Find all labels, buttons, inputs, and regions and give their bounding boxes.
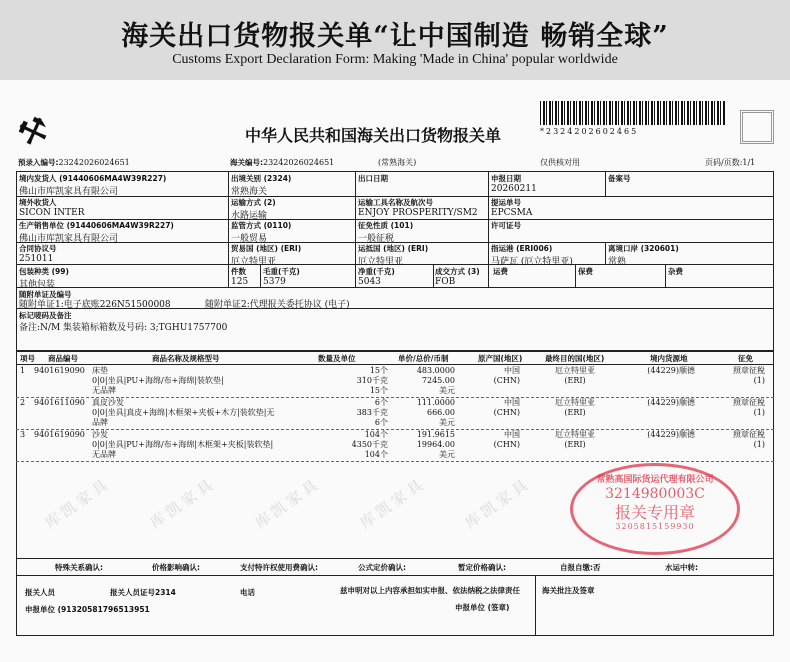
exit-customs-label: 出境关别 (2324) (231, 174, 292, 183)
levy-nature-value: 一般征税 (358, 234, 395, 244)
customs-number: 海关编号:23242026024651 (230, 158, 335, 167)
customs-annotation-label: 海关批注及签章 (542, 586, 595, 595)
watermark: 库凯家具 (146, 473, 220, 533)
source: (44229)顺德 (647, 398, 695, 407)
watermark: 库凯家具 (251, 473, 325, 533)
page-count: 页码/页数:1/1 (705, 158, 756, 167)
barcode (540, 101, 725, 125)
col-levy: 征免 (738, 354, 753, 363)
self-pay: 自报自缴:否 (560, 563, 601, 572)
freight-label: 运费 (493, 267, 508, 276)
quantity-3: 6个 (374, 418, 388, 427)
levy-code: (1) (753, 440, 765, 449)
item-spec: 0|0|坐具|PU+海绵/布+海绵|装软垫| (92, 376, 224, 385)
item-name: 床垫 (92, 366, 108, 375)
item-spec: 0|0|坐具|PU+海绵/布+海绵|木框架+夹板|装软垫| (92, 440, 274, 449)
water-transfer: 水运中转: (665, 563, 698, 572)
total-price: 19964.00 (416, 440, 455, 449)
form-title: 中华人民共和国海关出口货物报关单 (245, 126, 502, 145)
formula-price-confirm: 公式定价确认: (358, 563, 406, 572)
consignee-label: 境外收货人 (19, 198, 57, 207)
destination: 厄立特里亚 (555, 398, 595, 407)
producer-label: 生产销售单位 (91440606MA4W39R227) (19, 221, 174, 230)
consignee-value: SICON INTER (19, 208, 85, 218)
total-price: 7245.00 (421, 376, 455, 385)
declarant-label: 报关人员 (25, 588, 55, 597)
quantity-1: 104个 (364, 430, 388, 439)
contract-value: 251011 (19, 254, 54, 264)
source: (44229)顺德 (647, 366, 695, 375)
source: (44229)顺德 (647, 430, 695, 439)
quantity-2: 383千克 (356, 408, 388, 417)
col-price: 单价/总价/币制 (398, 354, 449, 363)
exit-port-label: 离境口岸 (320601) (608, 244, 679, 253)
vessel-label: 运输工具名称及航次号 (358, 198, 433, 207)
item-name: 沙发 (92, 430, 108, 439)
origin-code: (CHN) (493, 408, 520, 417)
col-name-spec: 商品名称及规格型号 (152, 354, 220, 363)
document-1: 随附单证1:电子底账226N51500008 (19, 300, 171, 310)
origin: 中国 (504, 366, 520, 375)
levy-nature-label: 征免性质 (101) (358, 221, 414, 230)
package-label: 包装种类 (99) (19, 267, 69, 276)
quantity-1: 6个 (374, 398, 388, 407)
stamp-code: 3214980003C (605, 486, 705, 502)
levy: 照章征税 (733, 430, 765, 439)
declare-date-label: 申报日期 (491, 174, 521, 183)
origin-code: (CHN) (493, 376, 520, 385)
item-spec-2: 品牌 (92, 418, 108, 427)
watermark: 库凯家具 (461, 473, 535, 533)
levy-code: (1) (753, 376, 765, 385)
origin-code: (CHN) (493, 440, 520, 449)
watermark: 库凯家具 (41, 473, 115, 533)
qr-code (740, 110, 774, 144)
exit-port-value: 常熟 (608, 257, 627, 267)
stamp-company: 常熟高国际货运代理有限公司 (596, 475, 714, 485)
declare-date-value: 20260211 (491, 184, 537, 194)
preentry-number: 预录入编号:23242026024651 (18, 158, 130, 167)
pledge-text: 兹申明对以上内容承担如实申报、依法纳税之法律责任 (340, 586, 520, 595)
destination-code: (ERI) (564, 440, 586, 449)
insurance-label: 保费 (578, 267, 593, 276)
customs-emblem-icon: ⚒ (12, 107, 55, 157)
total-price: 666.00 (427, 408, 455, 417)
port-value: 马萨瓦 (厄立特里亚) (491, 257, 573, 267)
quantity-1: 15个 (369, 366, 388, 375)
item-spec-2: 无品牌 (92, 386, 116, 395)
item-no: 2 (20, 398, 26, 407)
bill-of-lading-label: 提运单号 (491, 198, 521, 207)
destination-country-value: 厄立特里亚 (358, 257, 404, 267)
trade-country-label: 贸易国 (地区) (ERI) (231, 244, 302, 253)
signature-label: 申报单位 (签章) (455, 603, 510, 612)
provisional-price-confirm: 暂定价格确认: (458, 563, 506, 572)
banner-title: 海关出口货物报关单“让中国制造 畅销全球” (121, 21, 669, 52)
transport-value: 水路运输 (231, 211, 268, 221)
transport-label: 运输方式 (2) (231, 198, 276, 207)
destination: 厄立特里亚 (555, 366, 595, 375)
gross-weight-value: 5379 (263, 277, 286, 287)
banner (0, 0, 790, 80)
unit-price: 111.0000 (416, 398, 455, 407)
royalty-confirm: 支付特许权使用费确认: (240, 563, 318, 572)
destination-country-label: 运抵国 (地区) (ERI) (358, 244, 429, 253)
declarant-id: 报关人员证号2314 (110, 588, 176, 597)
col-source: 境内货源地 (650, 354, 688, 363)
supervision-label: 监管方式 (0110) (231, 221, 292, 230)
bill-of-lading-value: EPCSMA (491, 208, 533, 218)
currency: 美元 (439, 418, 455, 427)
gross-weight-label: 毛重(千克) (263, 267, 300, 276)
trade-terms-label: 成交方式 (3) (435, 267, 480, 276)
col-origin: 原产国(地区) (478, 354, 523, 363)
record-number-label: 备案号 (608, 174, 631, 183)
trade-terms-value: FOB (435, 277, 456, 287)
misc-fee-label: 杂费 (668, 267, 683, 276)
export-date-label: 出口日期 (358, 174, 388, 183)
item-spec-2: 无品牌 (92, 450, 116, 459)
pieces-label: 件数 (231, 267, 246, 276)
quantity-3: 104个 (364, 450, 388, 459)
net-weight-value: 5043 (358, 277, 381, 287)
destination: 厄立特里亚 (555, 430, 595, 439)
pieces-value: 125 (231, 277, 249, 287)
currency: 美元 (439, 386, 455, 395)
watermark: 库凯家具 (356, 473, 430, 533)
marks-label: 标记唛码及备注 (19, 311, 72, 320)
declaring-unit: 申报单位 (91320581796513951 (25, 605, 150, 614)
document-2: 随附单证2:代理报关委托协议 (电子) (205, 300, 350, 310)
levy: 照章征税 (733, 366, 765, 375)
quantity-2: 4350千克 (351, 440, 388, 449)
vessel-value: ENJOY PROSPERITY/SM2 (358, 208, 478, 218)
quantity-2: 310千克 (356, 376, 388, 385)
supervision-value: 一般贸易 (231, 234, 268, 244)
origin: 中国 (504, 398, 520, 407)
license-label: 许可证号 (491, 221, 521, 230)
col-hs-code: 商品编号 (48, 354, 78, 363)
item-spec: 0|0|坐具|真皮+海绵|木框架+夹板+木方|装软垫|无 (92, 408, 275, 417)
origin: 中国 (504, 430, 520, 439)
stamp-use: 报关专用章 (614, 503, 695, 522)
levy-code: (1) (753, 408, 765, 417)
trade-country-value: 厄立特里亚 (231, 257, 277, 267)
quantity-3: 15个 (369, 386, 388, 395)
marks-value: 备注:N/M 集装箱标箱数及号码: 3;TGHU1757700 (19, 323, 228, 333)
hs-code: 9401611090 (34, 398, 85, 407)
item-no: 3 (20, 430, 26, 439)
note: 仅供核对用 (540, 158, 580, 167)
stamp-number: 3205815159930 (615, 522, 695, 531)
col-quantity: 数量及单位 (318, 354, 356, 363)
destination-code: (ERI) (564, 376, 586, 385)
destination-code: (ERI) (564, 408, 586, 417)
port-label: 指运港 (ERI006) (491, 244, 553, 253)
shipper-label: 境内发货人 (91440606MA4W39R227) (19, 174, 167, 183)
contract-label: 合同协议号 (19, 244, 57, 253)
net-weight-label: 净重(千克) (358, 267, 395, 276)
unit-price: 191.9615 (416, 430, 455, 439)
package-value: 其他包装 (19, 280, 56, 290)
col-item-no: 项号 (20, 354, 35, 363)
producer-value: 佛山市库凯家具有限公司 (19, 234, 119, 244)
price-influence-confirm: 价格影响确认: (152, 563, 200, 572)
levy: 照章征税 (733, 398, 765, 407)
banner-subtitle: Customs Export Declaration Form: Making 'Made in China' popular worldwide (172, 52, 618, 67)
exit-customs-value: 常熟海关 (231, 187, 268, 197)
customs-office: (常熟海关) (378, 158, 417, 167)
col-destination: 最终目的国(地区) (545, 354, 605, 363)
item-name: 真皮沙发 (92, 398, 124, 407)
documents-label: 随附单证及编号 (19, 290, 72, 299)
barcode-number: *2324202602465 (540, 127, 639, 136)
unit-price: 483.0000 (416, 366, 455, 375)
customs-stamp (570, 463, 740, 555)
item-no: 1 (20, 366, 26, 375)
hs-code: 9401619090 (34, 366, 85, 375)
phone-label: 电话 (240, 588, 255, 597)
currency: 美元 (439, 450, 455, 459)
hs-code: 9401619090 (34, 430, 85, 439)
shipper-value: 佛山市库凯家具有限公司 (19, 187, 119, 197)
special-relation-confirm: 特殊关系确认: (55, 563, 103, 572)
